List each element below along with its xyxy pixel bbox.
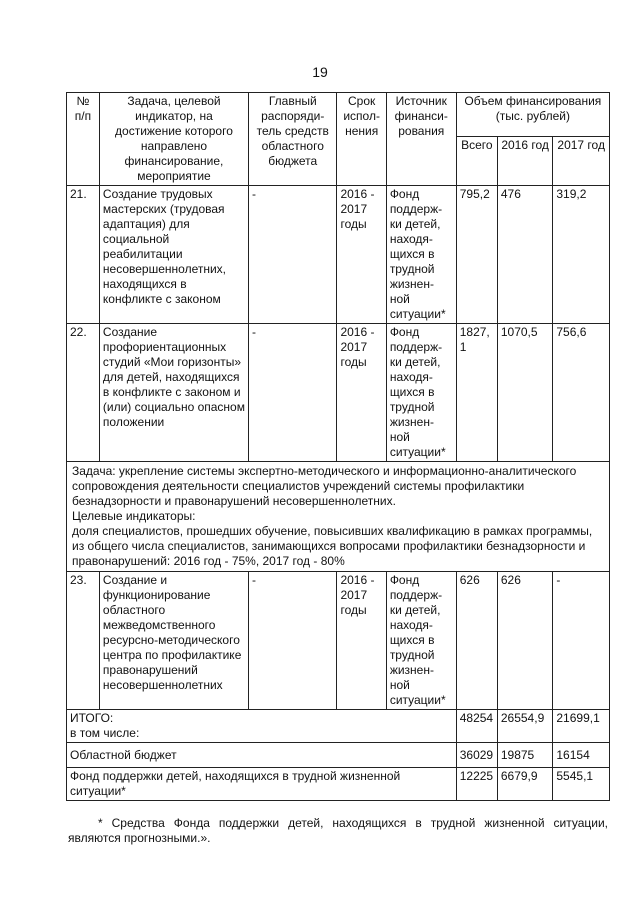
header-admin: Главный распоряди-тель средств областного бюджета (249, 93, 337, 186)
task-block (67, 462, 610, 572)
row-total: 626 (456, 572, 497, 710)
header-task: Задача, целевой индикатор, на достижение которого направлено финансирование, мероприятие (99, 93, 248, 186)
header-term: Срок испол-нения (337, 93, 386, 186)
row-2017: 756,6 (553, 324, 610, 462)
row-admin: - (249, 186, 337, 324)
row-num: 21. (67, 186, 100, 324)
row-2016: 1070,5 (497, 324, 553, 462)
row-title: Создание трудовых мастерских (трудовая адаптация) для социальной реабилитации несовершеннолетних, находящихся в конфликте с законом (99, 186, 248, 324)
regional-2016: 19875 (497, 743, 553, 768)
row-source: Фонд поддерж-ки детей, находя-щихся в трудной жизнен-ной ситуации* (386, 572, 456, 710)
itogo-2016: 26554,9 (497, 710, 553, 743)
task-text: Задача: укрепление системы экспертно-методического и информационно-аналитического сопровождения деятельности специалистов учреждений системы профилактики безнадзорности и правонарушений несовершеннолетних. (72, 464, 577, 508)
itogo-label-cell (67, 710, 457, 743)
row-term: 2016 - 2017 годы (337, 324, 386, 462)
itogo-row (67, 710, 610, 743)
header-2017: 2017 год (553, 137, 610, 186)
fund-2017: 5545,1 (553, 768, 610, 801)
regional-label: Областной бюджет (67, 743, 457, 768)
row-2017: 319,2 (553, 186, 610, 324)
fund-row (67, 768, 610, 801)
header-total: Всего (456, 137, 497, 186)
row-2016: 626 (497, 572, 553, 710)
regional-total: 36029 (456, 743, 497, 768)
task-block-row (67, 462, 610, 572)
row-term: 2016 - 2017 годы (337, 186, 386, 324)
table-row (67, 572, 610, 710)
including-label: в том числе: (70, 726, 140, 740)
itogo-label: ИТОГО: (70, 711, 114, 725)
indicators-label: Целевые индикаторы: (72, 509, 196, 523)
header-2016: 2016 год (497, 137, 553, 186)
row-total: 795,2 (456, 186, 497, 324)
row-title: Создание и функционирование областного межведомственного ресурсно-методического центра по профилактике правонарушений несовершеннолетних (99, 572, 248, 710)
funding-table (66, 92, 610, 801)
row-num: 22. (67, 324, 100, 462)
row-total: 1827,1 (456, 324, 497, 462)
header-row (67, 93, 610, 137)
page-number: 19 (312, 64, 328, 80)
row-2017: - (553, 572, 610, 710)
regional-2017: 16154 (553, 743, 610, 768)
row-admin: - (249, 324, 337, 462)
header-funding: Объем финансирования (тыс. рублей) (456, 93, 609, 137)
regional-budget-row (67, 743, 610, 768)
row-title: Создание профориентационных студий «Мои горизонты» для детей, находящихся в конфликте с законом и (или) социально опасном положении (99, 324, 248, 462)
footnote (68, 816, 608, 846)
fund-label: Фонд поддержки детей, находящихся в трудной жизненной ситуации* (67, 768, 457, 801)
table-row (67, 324, 610, 462)
table-row (67, 186, 610, 324)
header-source: Источник финанси-рования (386, 93, 456, 186)
row-source: Фонд поддерж-ки детей, находя-щихся в трудной жизнен-ной ситуации* (386, 186, 456, 324)
row-term: 2016 - 2017 годы (337, 572, 386, 710)
fund-total: 12225 (456, 768, 497, 801)
row-source: Фонд поддерж-ки детей, находя-щихся в трудной жизнен-ной ситуации* (386, 324, 456, 462)
fund-2016: 6679,9 (497, 768, 553, 801)
header-num: № п/п (67, 93, 100, 186)
row-2016: 476 (497, 186, 553, 324)
itogo-total: 48254 (456, 710, 497, 743)
row-num: 23. (67, 572, 100, 710)
indicators-text: доля специалистов, прошедших обучение, повысивших квалификацию в рамках программы, из общего числа специалистов, занимающихся вопросами профилактики безнадзорности и правонарушений: 2016 год - 75%, 2017 год - 80% (72, 524, 593, 568)
footnote-text: * Средства Фонда поддержки детей, находящихся в трудной жизненной ситуации, являются прогнозными.». (68, 816, 608, 845)
itogo-2017: 21699,1 (553, 710, 610, 743)
row-admin: - (249, 572, 337, 710)
